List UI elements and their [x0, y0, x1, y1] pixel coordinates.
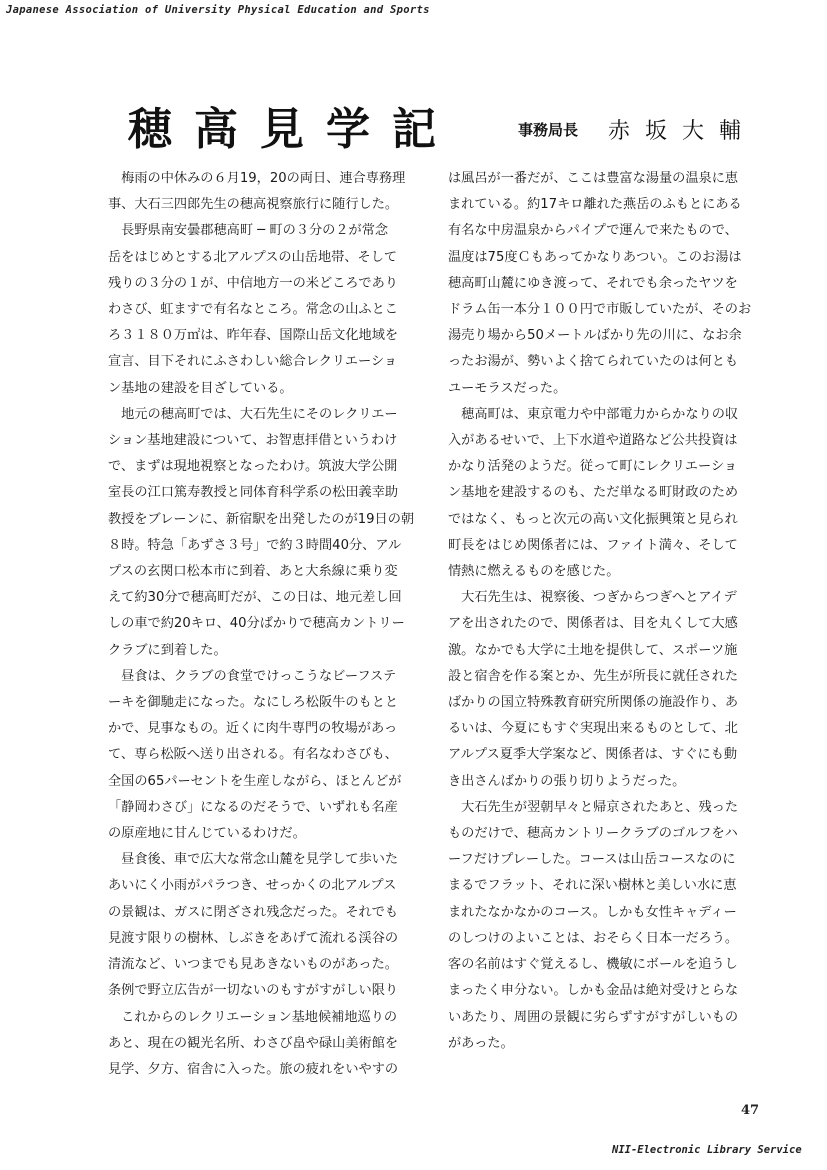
text-line: まれたなかなかのコース。しかも女性キャディー: [448, 904, 737, 920]
text-line: これからのレクリエーション基地候補地巡りの: [108, 1009, 398, 1025]
text-line: ン基地を建設するのも、ただ単なる町財政のため: [448, 485, 739, 501]
text-line: 情熱に燃えるものを感じた。: [448, 564, 620, 580]
left-column: [108, 166, 418, 1083]
text-line: ーキを御馳走になった。なにしろ松阪牛のもとと: [108, 695, 399, 711]
text-line: 全国の65パーセントを生産しながら、ほとんどが: [108, 773, 402, 789]
text-line: ユーモラスだった。: [448, 380, 567, 396]
text-line: の原産地に甘んじているわけだ。: [108, 826, 306, 842]
text-line: まるでフラット、それに深い樹林と美しい水に恵: [448, 878, 737, 894]
text-line: プスの玄関口松本市に到着、あと大糸線に乗り変: [108, 564, 398, 580]
text-line: は風呂が一番だが、ここは豊富な湯量の温泉に恵: [448, 171, 739, 186]
footer-credit: NII-Electronic Library Service: [612, 1144, 802, 1156]
text-line: 町長をはじめ関係者には、ファイト満々、そして: [448, 537, 738, 553]
text-line: 温度は75度Ｃもあってかなりあつい。このお湯は: [448, 249, 742, 265]
author-role: 事務局長: [518, 121, 579, 139]
text-line: ン基地の建設を目ざしている。: [108, 380, 293, 396]
text-line: 大石先生は、視察後、つぎからつぎへとアイデ: [448, 590, 737, 606]
text-line: 穂高町山麓にゆき渡って、それでも余ったヤツを: [448, 275, 738, 291]
text-line: しの車で約20キロ、40分ばかりで穂高カントリー: [108, 616, 405, 632]
header-credit: Japanese Association of University Physical Education and Sports: [6, 4, 430, 16]
text-line: ばかりの国立特殊教育研究所関係の施設作り、あ: [448, 695, 739, 711]
text-line: ったお湯が、勢いよく捨てられていたのは何とも: [448, 354, 739, 370]
text-line: ８時。特急「あずさ３号」で約３時間40分、アル: [108, 537, 402, 553]
text-line: て、専ら松阪へ送り出される。有名なわさびも、: [108, 747, 398, 763]
text-line: 室長の江口篤寿教授と同体育科学系の松田義幸助: [108, 485, 399, 501]
text-line: 見学、夕方、宿舎に入った。旅の疲れをいやすの: [108, 1061, 399, 1077]
text-line: 条例で野立広告が一切ないのもすがすがしい限り: [108, 983, 399, 999]
text-line: クラブに到着した。: [108, 642, 227, 658]
text-line: あいにく小雨がパラつき、せっかくの北アルプス: [108, 878, 397, 894]
author-name: 赤坂大輔: [608, 119, 757, 144]
text-line: アルプス夏季大学案など、関係者は、すぐにも動: [448, 747, 738, 763]
text-line: 残りの３分の１が、中信地方一の米どころであり: [108, 275, 398, 291]
text-line: 梅雨の中休みの６月19，20の両日、連合専務理: [108, 171, 406, 186]
text-line: いあたり、周囲の景観に劣らずすがすがしいもの: [448, 1009, 739, 1025]
text-line: 清流など、いつまでも見あきないものがあった。: [108, 957, 398, 973]
text-line: 有名な中房温泉からパイプで運んで来たもので、: [448, 223, 738, 239]
text-line: 昼食後、車で広大な常念山麓を見学して歩いた: [108, 852, 399, 868]
text-line: 事、大石三四郎先生の穂高視察旅行に随行した。: [108, 197, 399, 213]
text-line: 激。なかでも大学に土地を提供して、スポーツ施: [448, 642, 738, 658]
text-line: 長野県南安曇郡穂高町 ─ 町の３分の２が常念: [108, 223, 389, 239]
text-line: 客の名前はすぐ覚えるし、機敏にボールを追うし: [448, 957, 738, 973]
text-line: ション基地建設について、お智恵拝借というわけ: [108, 433, 398, 449]
text-line: 見渡す限りの樹林、しぶきをあげて流れる渓谷の: [108, 930, 399, 946]
text-line: わさび、虹ますで有名なところ。常念の山ふとこ: [108, 302, 398, 318]
text-line: ものだけで、穂高カントリークラブのゴルフをハ: [448, 826, 738, 842]
text-line: アを出されたので、関係者は、目を丸くして大感: [448, 616, 738, 632]
article-title: 穂高見学記: [128, 104, 458, 155]
text-line: で、まずは現地視察となったわけ。筑波大学公開: [108, 459, 398, 475]
text-line: 入があるせいで、上下水道や道路など公共投資は: [448, 433, 738, 449]
text-line: あと、現在の観光名所、わさび畠や碌山美術館を: [108, 1035, 399, 1051]
text-line: まったく申分ない。しかも金品は絶対受けとらな: [448, 983, 739, 999]
text-line: 穂高町は、東京電力や中部電力からかなりの収: [448, 406, 739, 422]
page-number: 47: [741, 1103, 760, 1118]
text-line: 教授をブレーンに、新宿駅を出発したのが19日の朝: [108, 511, 415, 527]
text-line: き出さんばかりの張り切りようだった。: [448, 773, 686, 789]
text-line: があった。: [448, 1035, 514, 1051]
text-line: えて約30分で穂高町だが、この日は、地元差し回: [108, 590, 402, 606]
text-line: まれている。約17キロ離れた燕岳のふもとにある: [448, 197, 742, 213]
text-line: 宣言、目下それにふさわしい総合レクリエーショ: [108, 354, 398, 370]
text-line: 湯売り場から50メートルばかり先の川に、なお余: [448, 328, 742, 344]
text-line: ーフだけプレーした。コースは山岳コースなのに: [448, 852, 736, 868]
text-line: かで、見事なもの。近くに肉牛専門の牧場があっ: [108, 721, 398, 737]
text-line: 設と宿舎を作る案とか、先生が所長に就任された: [448, 668, 739, 684]
text-line: 地元の穂高町では、大石先生にそのレクリエー: [108, 406, 398, 422]
text-line: 昼食は、クラブの食堂でけっこうなビーフステ: [108, 668, 397, 684]
text-line: のしつけのよいことは、おそらく日本一だろう。: [448, 930, 739, 946]
text-line: かなり活発のようだ。従って町にレクリエーショ: [448, 459, 738, 475]
text-line: の景観は、ガスに閉ざされ残念だった。それでも: [108, 904, 399, 920]
text-line: るいは、今夏にもすぐ実現出来るものとして、北: [448, 721, 738, 737]
text-line: ろ３１８０万㎡は、昨年春、国際山岳文化地域を: [108, 328, 399, 344]
text-line: 岳をはじめとする北アルプスの山岳地帯、そして: [108, 249, 398, 265]
text-line: 「静岡わさび」になるのだそうで、いずれも名産: [108, 799, 398, 815]
text-line: 大石先生が翌朝早々と帰京されたあと、残った: [448, 799, 739, 815]
text-line: ではなく、もっと次元の高い文化振興策と見られ: [448, 511, 738, 527]
right-column: [448, 166, 758, 1057]
text-line: ドラム缶一本分１００円で市販していたが、そのお: [448, 302, 752, 318]
